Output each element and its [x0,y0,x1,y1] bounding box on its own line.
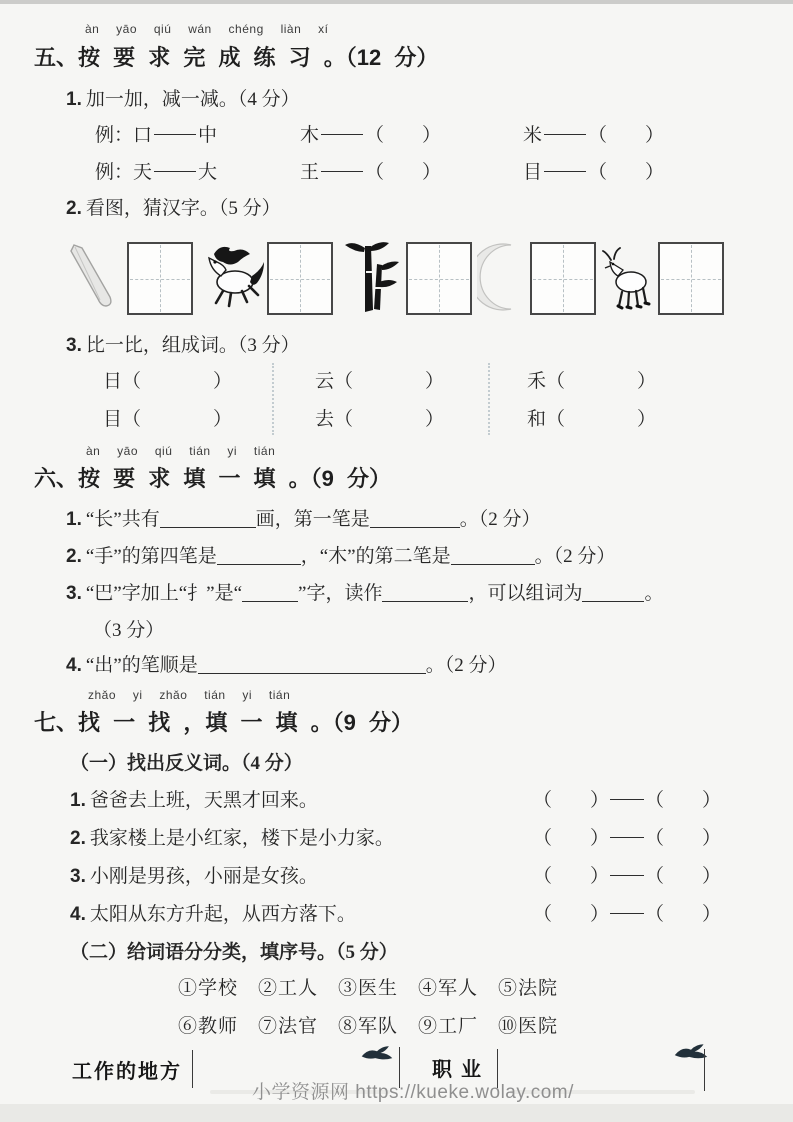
connector-line [610,837,644,838]
writing-grid-box[interactable] [658,242,724,315]
knife-image [58,242,120,312]
word-cell[interactable]: 禾（ ） [527,371,657,392]
occupation-column-header: 职 业 [432,1059,483,1081]
antonym-item-2: 2. 我家楼上是小红家，楼下是小力家。 [70,828,394,849]
q3-number: 3. [66,335,82,356]
answer-blank[interactable] [451,547,535,565]
antonym-item-4: 4. 太阳从东方升起，从西方落下。 [70,904,356,925]
fill-item-4: 4. “出”的笔顺是 。（2 分） [66,655,507,676]
example-cell: 例：天 大 [95,162,218,183]
answer-blank[interactable] [242,584,298,602]
writing-grid-box[interactable] [267,242,333,315]
fill-item-3-score: （3 分） [93,620,165,641]
fill-item-1: 1. “长”共有 画，第一笔是 。（2 分） [66,509,541,530]
answer-cell[interactable]: 米 （ ） [523,125,665,146]
answer-blank[interactable] [582,584,644,602]
connector-line [321,134,363,135]
answer-blank[interactable] [160,510,256,528]
section-five-pinyin: àn yāo qiú wán chéng liàn xí [85,22,329,36]
antonym-answer-4[interactable]: （ ） （ ） [533,904,722,925]
bird-icon [360,1044,394,1062]
connector-line [610,913,644,914]
antonym-item-1: 1. 爸爸去上班，天黑才回来。 [70,790,318,811]
answer-blank[interactable] [198,656,426,674]
writing-grid-box[interactable] [406,242,472,315]
q3-label: 3. 比一比，组成词。（3 分） [66,335,300,356]
writing-grid-box[interactable] [530,242,596,315]
q1-label: 1. 加一加，减一减。（4 分） [66,89,300,110]
part-two-label: （二）给词语分分类，填序号。（5 分） [70,942,398,963]
antonym-answer-1[interactable]: （ ） （ ） [533,790,722,811]
workplace-column-header: 工作的地方 [72,1061,182,1083]
section-six-pinyin: àn yāo qiú tián yi tián [86,444,276,458]
antonym-item-3: 3. 小刚是男孩，小丽是女孩。 [70,866,318,887]
connector-line [610,875,644,876]
table-divider-line [704,1049,705,1091]
q1-number: 1. [66,89,82,110]
word-bank-row-1: ①学校 ②工人 ③医生 ④军人 ⑤法院 [178,978,559,999]
answer-blank[interactable] [370,510,460,528]
connector-line [610,799,644,800]
scan-edge-top [0,0,793,4]
word-cell[interactable]: 和（ ） [527,409,657,430]
fill-item-3: 3. “巴”字加上“扌”是“ ”字，读作 ，可以组词为 。 [66,583,664,604]
example-cell: 例：口 中 [95,125,218,146]
answer-cell[interactable]: 木 （ ） [300,125,442,146]
site-watermark: 小学资源网 https://kueke.wolay.com/ [252,1082,574,1103]
word-bank-row-2: ⑥教师 ⑦法官 ⑧军队 ⑨工厂 ⑩医院 [178,1016,559,1037]
connector-line [544,134,586,135]
q2-label: 2. 看图，猜汉字。（5 分） [66,198,281,219]
part-one-label: （一）找出反义词。（4 分） [70,753,303,774]
section-six-title: 六、按 要 求 填 一 填 。（9 分） [34,466,392,491]
fill-item-2: 2. “手”的第四笔是 ，“木”的第二笔是 。（2 分） [66,546,616,567]
word-cell[interactable]: 去（ ） [315,409,445,430]
table-divider-line [192,1050,193,1088]
word-cell[interactable]: 目（ ） [103,409,233,430]
picture-row [0,238,793,318]
connector-line [154,171,196,172]
word-cell[interactable]: 云（ ） [315,371,445,392]
answer-blank[interactable] [382,584,468,602]
word-cell[interactable]: 日（ ） [103,371,233,392]
antonym-answer-3[interactable]: （ ） （ ） [533,866,722,887]
section-seven-title: 七、找 一 找 ，填 一 填 。（9 分） [34,710,414,735]
answer-cell[interactable]: 王 （ ） [300,162,442,183]
writing-grid-box[interactable] [127,242,193,315]
answer-blank[interactable] [217,547,301,565]
scan-edge-bottom [0,1104,793,1122]
goat-image [602,246,654,310]
moon-image [477,243,523,311]
antonym-answer-2[interactable]: （ ） （ ） [533,828,722,849]
bamboo-image [343,238,401,316]
connector-line [321,171,363,172]
connector-line [154,134,196,135]
connector-line [544,171,586,172]
column-divider [488,363,490,435]
section-five-title: 五、按 要 求 完 成 练 习 。（12 分） [34,45,439,70]
answer-cell[interactable]: 目 （ ） [523,162,665,183]
horse-image [198,240,266,312]
column-divider [272,363,274,435]
section-seven-pinyin: zhǎo yi zhǎo tián yi tián [88,688,291,702]
q2-number: 2. [66,198,82,219]
